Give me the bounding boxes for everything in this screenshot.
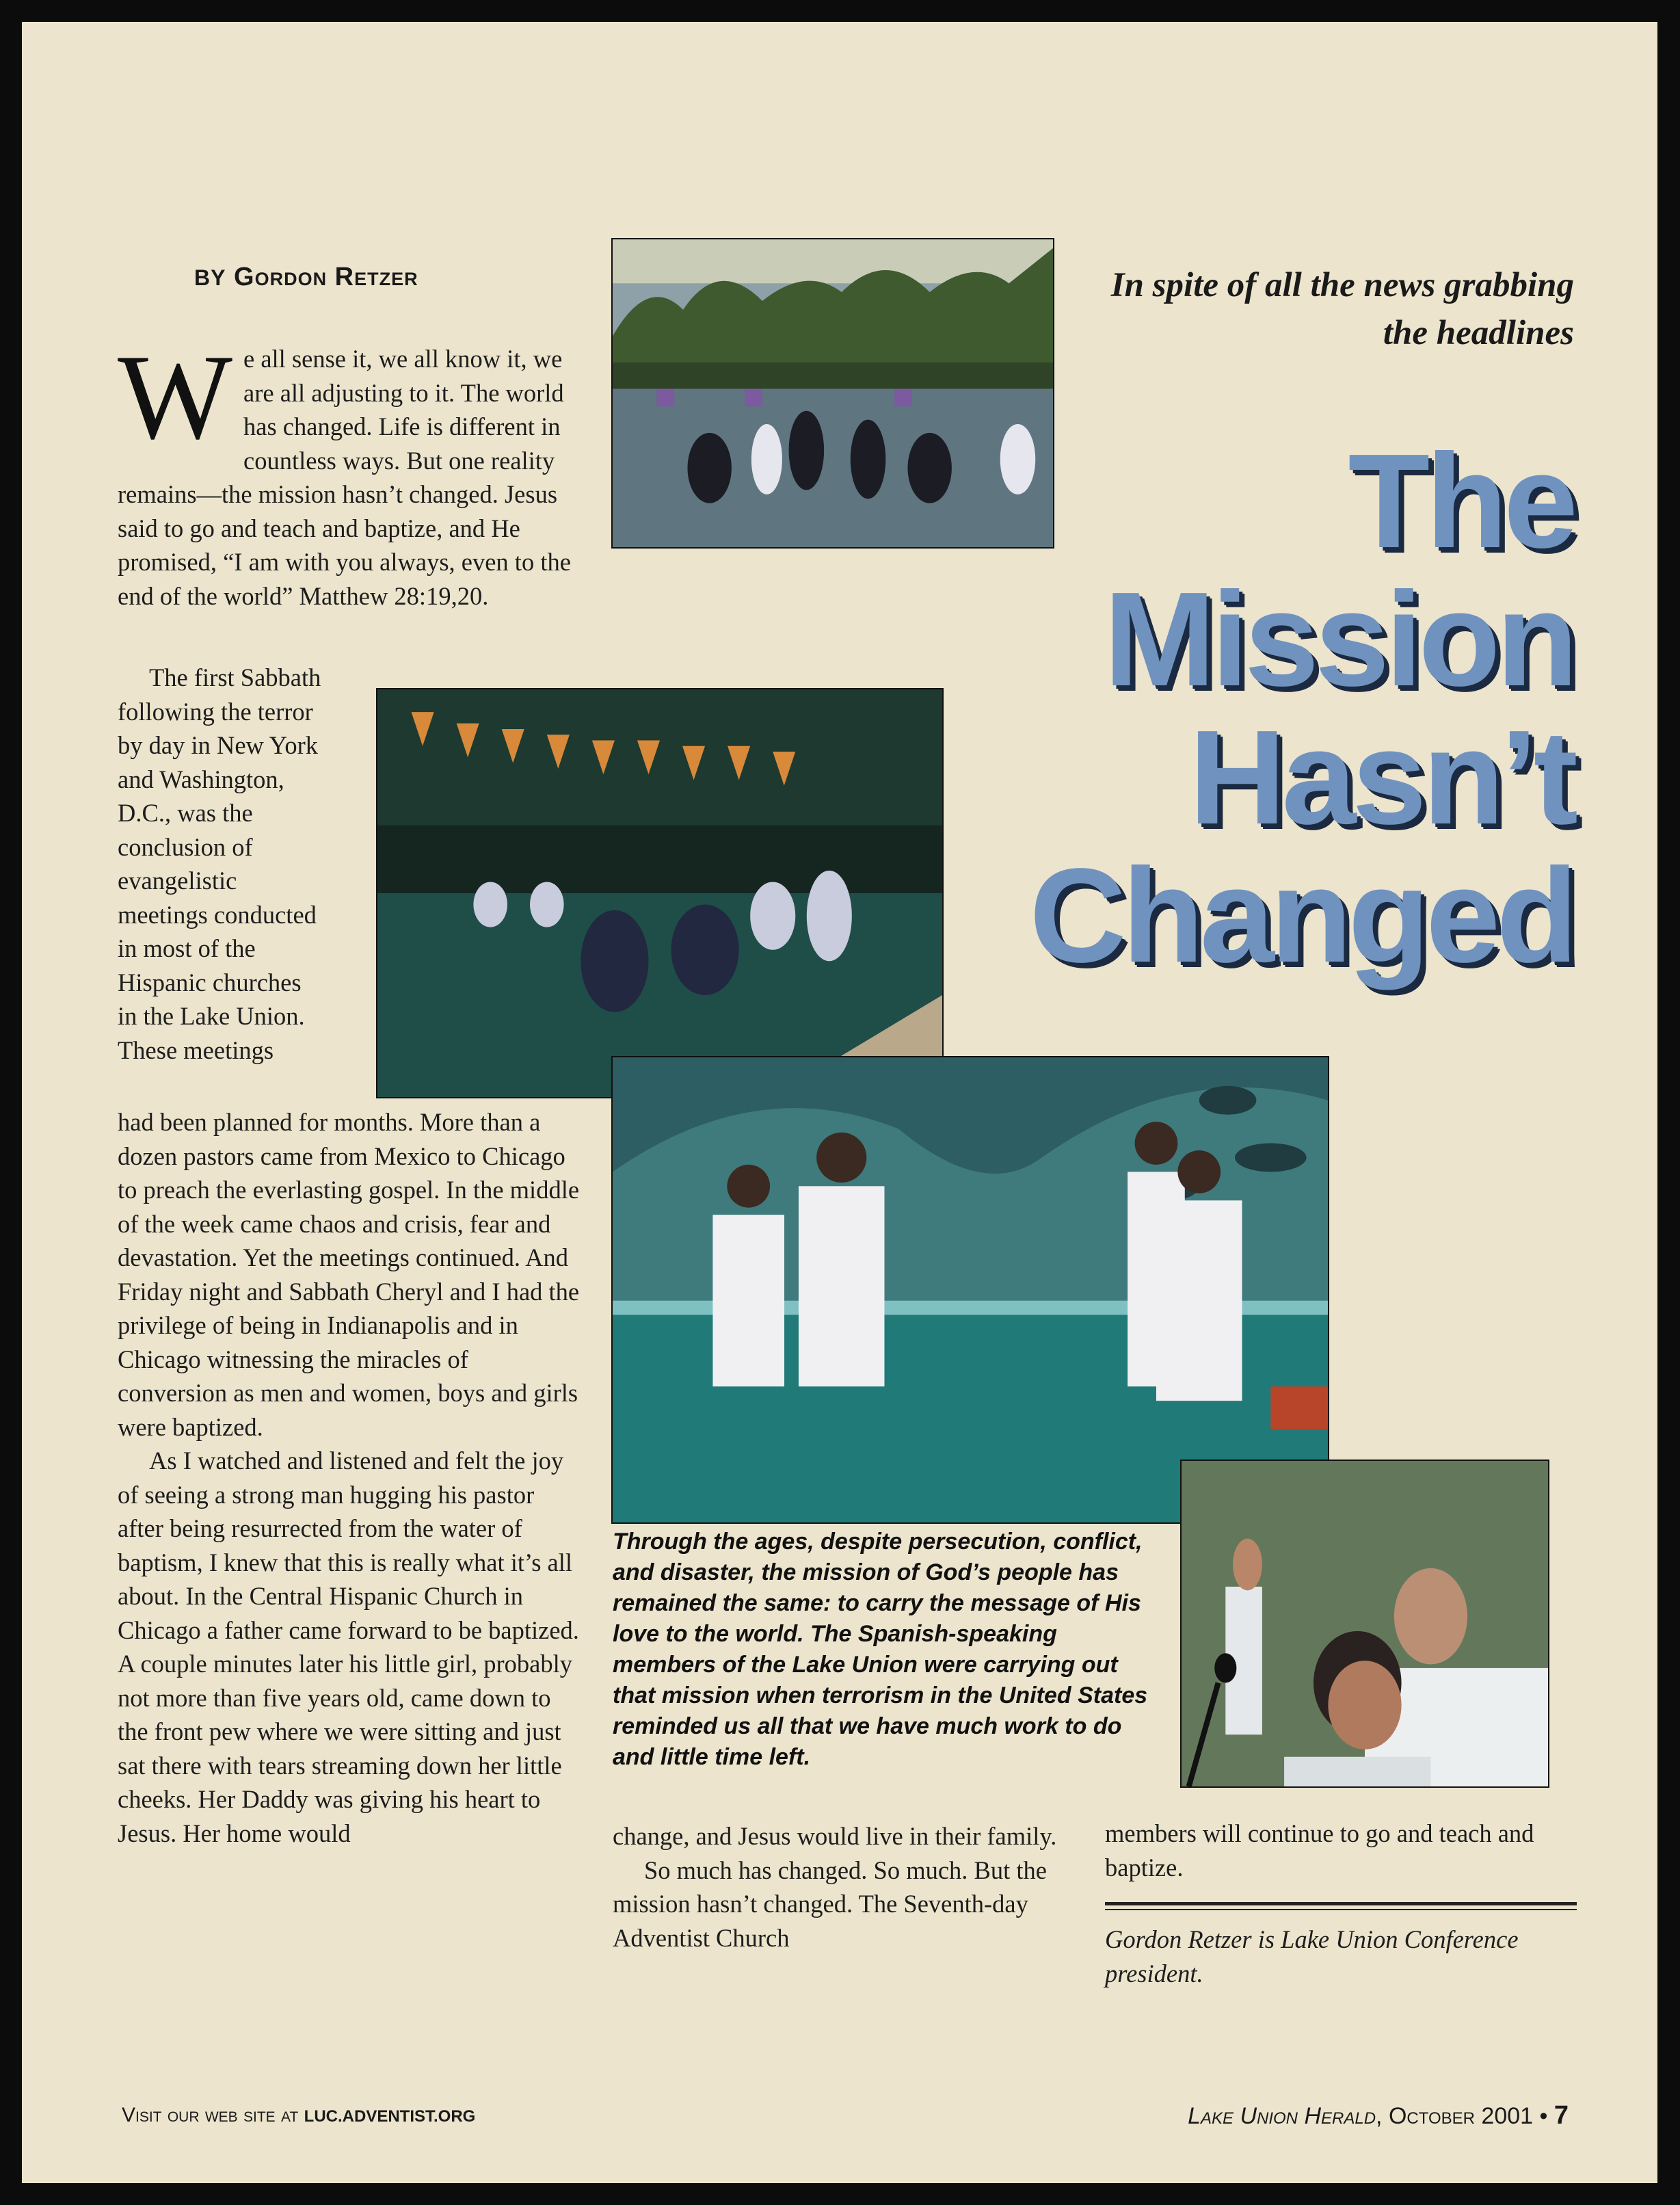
footer-folio bbox=[1188, 2101, 1569, 2130]
headline-line-4: Changed bbox=[1029, 841, 1574, 990]
footer-website-label: Visit our web site at bbox=[122, 2104, 299, 2126]
footer-comma: , bbox=[1376, 2103, 1383, 2129]
paragraph-3: As I watched and listened and felt the joy of seeing a strong man hugging his pastor after being resurrected from the water of baptism, I knew that this is really what it’s all about. In the Central Hispanic Church in Chicago a father came forward to be baptized. A couple minutes later his little girl, probably not more than five years old, came down to the front pew where we were sitting and just sat there with tears streaming down her little cheeks. Her Daddy was giving his heart to Jesus. Her home would bbox=[118, 1447, 579, 1847]
bio-rule-thin bbox=[1105, 1909, 1577, 1910]
headline-line-3: Hasn’t bbox=[1188, 702, 1574, 852]
lake-baptism-photo bbox=[611, 238, 1054, 549]
church-baptistry-photo bbox=[611, 1056, 1329, 1524]
headline-line-2: Mission bbox=[1104, 564, 1574, 714]
footer-website bbox=[122, 2104, 475, 2127]
article-column-1-bottom bbox=[118, 1105, 583, 1850]
paragraph-1: e all sense it, we all know it, we are all adjusting to it. The world has changed. Life is different in countless ways. But one reality remains—the mission hasn’t changed. Jesus said to go and teach and baptize, and He promised, “I am with you always, even to the end of the world” Matthew 28:19,20. bbox=[118, 345, 571, 610]
pool-baptism-photo bbox=[376, 688, 944, 1098]
byline bbox=[194, 263, 550, 292]
paragraph-3-continued: change, and Jesus would live in their family. bbox=[613, 1822, 1057, 1850]
footer-separator: • bbox=[1539, 2103, 1548, 2129]
byline-author: Gordon Retzer bbox=[234, 263, 418, 291]
paragraph-4: So much has changed. So much. But the mission hasn’t changed. The Seventh-day Adventist Church bbox=[613, 1856, 1047, 1952]
byline-prefix: BY bbox=[194, 265, 226, 290]
magazine-page bbox=[22, 22, 1657, 2183]
paragraph-4-continued: members will continue to go and teach and baptize. bbox=[1105, 1819, 1534, 1881]
footer-website-url[interactable]: LUC.ADVENTIST.ORG bbox=[304, 2107, 476, 2126]
paragraph-2-continued: had been planned for months. More than a dozen pastors came from Mexico to Chicago to preach the everlasting gospel. In the middle of the week came chaos and crisis, fear and devastation. Yet the meetings continued. And Friday night and Sabbath Cheryl and I had the privilege of being in Indianapolis and in Chicago witnessing the miracles of conversion as men and women, boys and girls were baptized. bbox=[118, 1108, 580, 1441]
page-number: 7 bbox=[1554, 2101, 1569, 2130]
article-column-1-top bbox=[118, 329, 583, 613]
article-column-2 bbox=[613, 1819, 1078, 1955]
article-column-3 bbox=[1105, 1817, 1577, 1990]
pastor-prayer-photo bbox=[1180, 1460, 1549, 1788]
photo-caption: Through the ages, despite persecution, conflict, and disaster, the mission of God’s people has remained the same: to carry the message of His love to the world. The Spanish-speaking members of the Lake Union were carrying out that mission when terrorism in the United States reminded us all that we have much work to do and little time left. bbox=[613, 1529, 1148, 1770]
drop-cap: W bbox=[118, 329, 233, 464]
headline-line-1: The bbox=[1348, 426, 1574, 576]
paragraph-2-narrow: The first Sabbath following the terror by day in New York and Washington, D.C., was the conclusion of evangelistic meetings conducted in most of the Hispanic churches in the Lake Union. These meetings bbox=[118, 663, 321, 1064]
kicker-deck: In spite of all the news grabbing the headlines bbox=[1110, 266, 1574, 352]
footer-date: October 2001 bbox=[1388, 2103, 1534, 2129]
author-bio: Gordon Retzer is Lake Union Conference president. bbox=[1105, 1925, 1519, 1988]
footer-publication: Lake Union Herald bbox=[1188, 2103, 1376, 2129]
article-column-1-narrow bbox=[118, 661, 323, 1067]
bio-rule-thick bbox=[1105, 1902, 1577, 1905]
